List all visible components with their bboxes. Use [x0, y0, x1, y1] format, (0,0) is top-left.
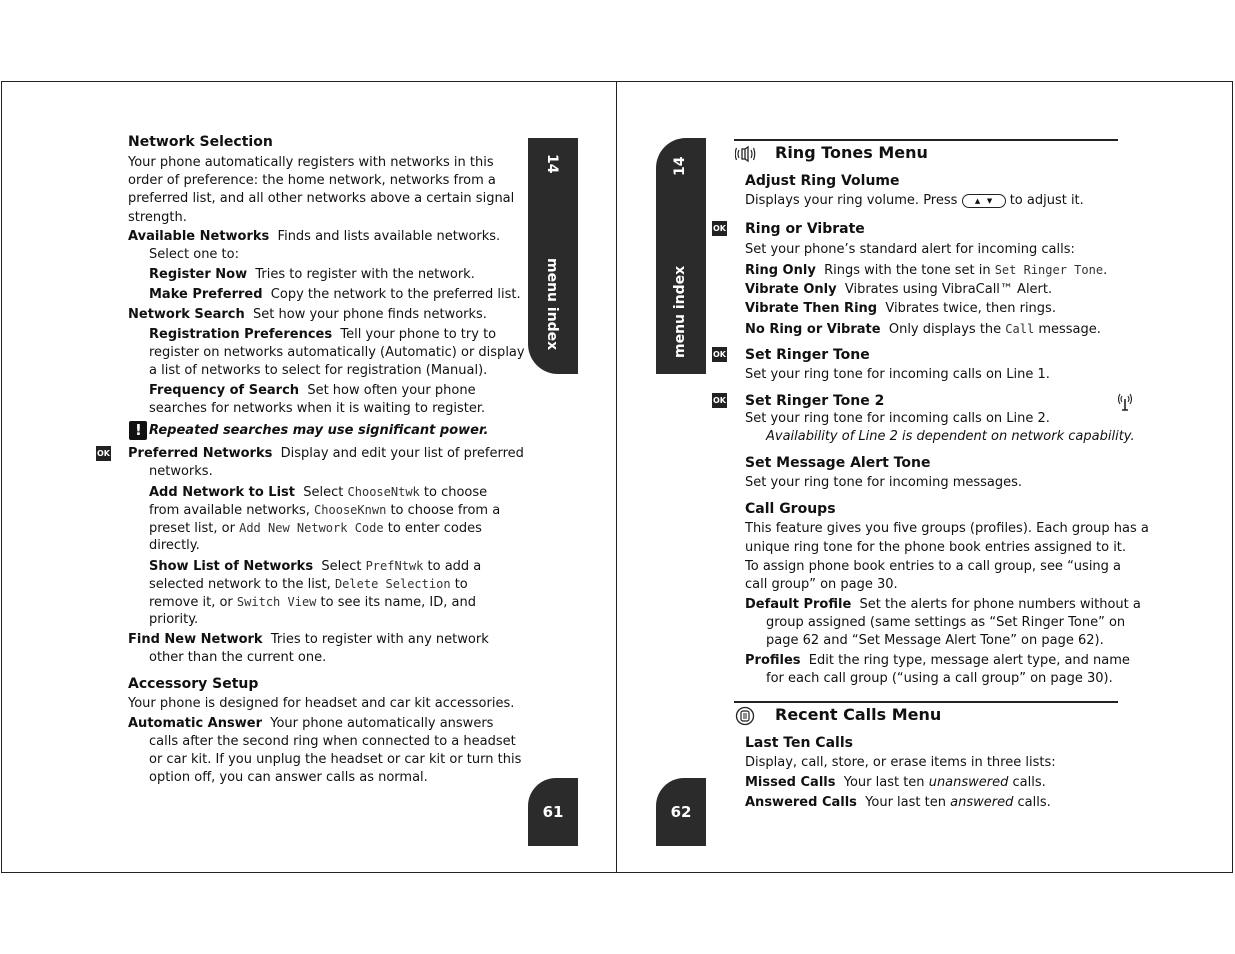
- ringtone-icon: [735, 145, 757, 163]
- def-line: calls after the second ring when connected to a headset: [149, 734, 516, 749]
- def-line: networks.: [149, 464, 213, 479]
- page-number: 62: [656, 778, 706, 846]
- section-title: Last Ten Calls: [745, 735, 853, 751]
- menu-title: Recent Calls Menu: [775, 705, 942, 724]
- def-line: for each call group (“using a call group” on page 30).: [766, 671, 1113, 686]
- ok-icon: OK: [712, 347, 727, 362]
- section-title: Set Message Alert Tone: [745, 455, 931, 471]
- section-title: Call Groups: [745, 501, 836, 517]
- para-line: Set your ring tone for incoming calls on Line 2.: [745, 411, 1050, 426]
- para-line: Displays your ring volume. Press ▲ ▼ to adjust it.: [745, 193, 1084, 208]
- section-title: Set Ringer Tone 2: [745, 393, 885, 409]
- side-tab-left: [528, 138, 578, 374]
- ok-icon: OK: [712, 221, 727, 236]
- def-item: Vibrate Then Ring Vibrates twice, then rings.: [745, 301, 1056, 316]
- para-line: Your phone is designed for headset and car kit accessories.: [128, 696, 515, 711]
- def-line: page 62 and “Set Message Alert Tone” on page 62).: [766, 633, 1104, 648]
- para-line: call group” on page 30.: [745, 577, 898, 592]
- page-divider: [616, 81, 617, 873]
- def-item: Preferred Networks Display and edit your list of preferred: [128, 446, 524, 461]
- def-line: Select one to:: [149, 247, 239, 262]
- def-item: Automatic Answer Your phone automatically answers: [128, 716, 494, 731]
- para-line: This feature gives you five groups (profiles). Each group has a: [745, 521, 1149, 536]
- para-line: strength.: [128, 210, 187, 225]
- warning-text: Repeated searches may use significant power.: [149, 423, 489, 438]
- ok-icon: OK: [712, 393, 727, 408]
- def-line: remove it, or Switch View to see its name, ID, and: [149, 595, 476, 610]
- menu-title: Ring Tones Menu: [775, 143, 928, 162]
- def-item: Find New Network Tries to register with any network: [128, 632, 489, 647]
- tab-label: menu index: [544, 258, 560, 351]
- section-title: Network Selection: [128, 134, 273, 150]
- def-item: Missed Calls Your last ten unanswered calls.: [745, 775, 1046, 790]
- para-line: preferred list, and all other networks above a certain signal: [128, 191, 515, 206]
- tab-label: menu index: [672, 265, 688, 358]
- note-line: Availability of Line 2 is dependent on network capability.: [766, 429, 1135, 444]
- section-title: Adjust Ring Volume: [745, 173, 900, 189]
- def-item: Ring Only Rings with the tone set in Set Ringer Tone.: [745, 263, 1108, 278]
- def-line: or car kit. If you unplug the headset or car kit or turn this: [149, 752, 522, 767]
- section-rule: [734, 139, 1118, 141]
- tab-number: 14: [672, 156, 688, 176]
- para-line: Your phone automatically registers with networks in this: [128, 155, 494, 170]
- def-line: option off, you can answer calls as normal.: [149, 770, 428, 785]
- def-item: Register Now Tries to register with the network.: [149, 267, 475, 282]
- side-tab-right: [656, 138, 706, 374]
- section-title: Ring or Vibrate: [745, 221, 865, 237]
- def-item: Profiles Edit the ring type, message alert type, and name: [745, 653, 1130, 668]
- def-item: Default Profile Set the alerts for phone numbers without a: [745, 597, 1141, 612]
- tab-number: 14: [544, 154, 560, 174]
- def-item: Registration Preferences Tell your phone to try to: [149, 327, 497, 342]
- def-line: directly.: [149, 538, 200, 553]
- section-title: Set Ringer Tone: [745, 347, 870, 363]
- def-line: group assigned (same settings as “Set Ringer Tone” on: [766, 615, 1126, 630]
- para-line: unique ring tone for the phone book entries assigned to it.: [745, 540, 1127, 555]
- para-line: order of preference: the home network, networks from a: [128, 173, 496, 188]
- def-line: from available networks, ChooseKnwn to choose from a: [149, 503, 501, 518]
- volume-key-icon: ▲ ▼: [962, 194, 1006, 208]
- para-line: Set your ring tone for incoming calls on Line 1.: [745, 367, 1050, 382]
- def-item: Show List of Networks Select PrefNtwk to add a: [149, 559, 482, 574]
- network-antenna-icon: [1118, 393, 1132, 411]
- def-line: priority.: [149, 612, 199, 627]
- def-line: a list of networks to select for registration (Manual).: [149, 363, 488, 378]
- para-line: To assign phone book entries to a call group, see “using a: [745, 559, 1122, 574]
- ok-icon: OK: [96, 446, 111, 461]
- section-title: Accessory Setup: [128, 676, 259, 692]
- def-item: Available Networks Finds and lists available networks.: [128, 229, 501, 244]
- def-line: other than the current one.: [149, 650, 327, 665]
- def-line: preset list, or Add New Network Code to enter codes: [149, 521, 482, 536]
- def-line: register on networks automatically (Automatic) or display: [149, 345, 525, 360]
- def-item: Make Preferred Copy the network to the preferred list.: [149, 287, 521, 302]
- para-line: Set your phone’s standard alert for incoming calls:: [745, 242, 1075, 257]
- page-number: 61: [528, 778, 578, 846]
- def-line: selected network to the list, Delete Selection to: [149, 577, 468, 592]
- def-item: Add Network to List Select ChooseNtwk to choose: [149, 485, 488, 500]
- para-line: Set your ring tone for incoming messages.: [745, 475, 1023, 490]
- def-item: Answered Calls Your last ten answered calls.: [745, 795, 1051, 810]
- section-rule: [734, 701, 1118, 703]
- def-item: Vibrate Only Vibrates using VibraCall™ Alert.: [745, 282, 1053, 297]
- def-line: searches for networks when it is waiting to register.: [149, 401, 486, 416]
- para-line: Display, call, store, or erase items in three lists:: [745, 755, 1056, 770]
- def-item: Frequency of Search Set how often your phone: [149, 383, 476, 398]
- def-item: Network Search Set how your phone finds networks.: [128, 307, 487, 322]
- recent-calls-icon: [735, 706, 755, 726]
- warning-icon: !: [129, 421, 147, 440]
- def-item: No Ring or Vibrate Only displays the Call message.: [745, 322, 1101, 337]
